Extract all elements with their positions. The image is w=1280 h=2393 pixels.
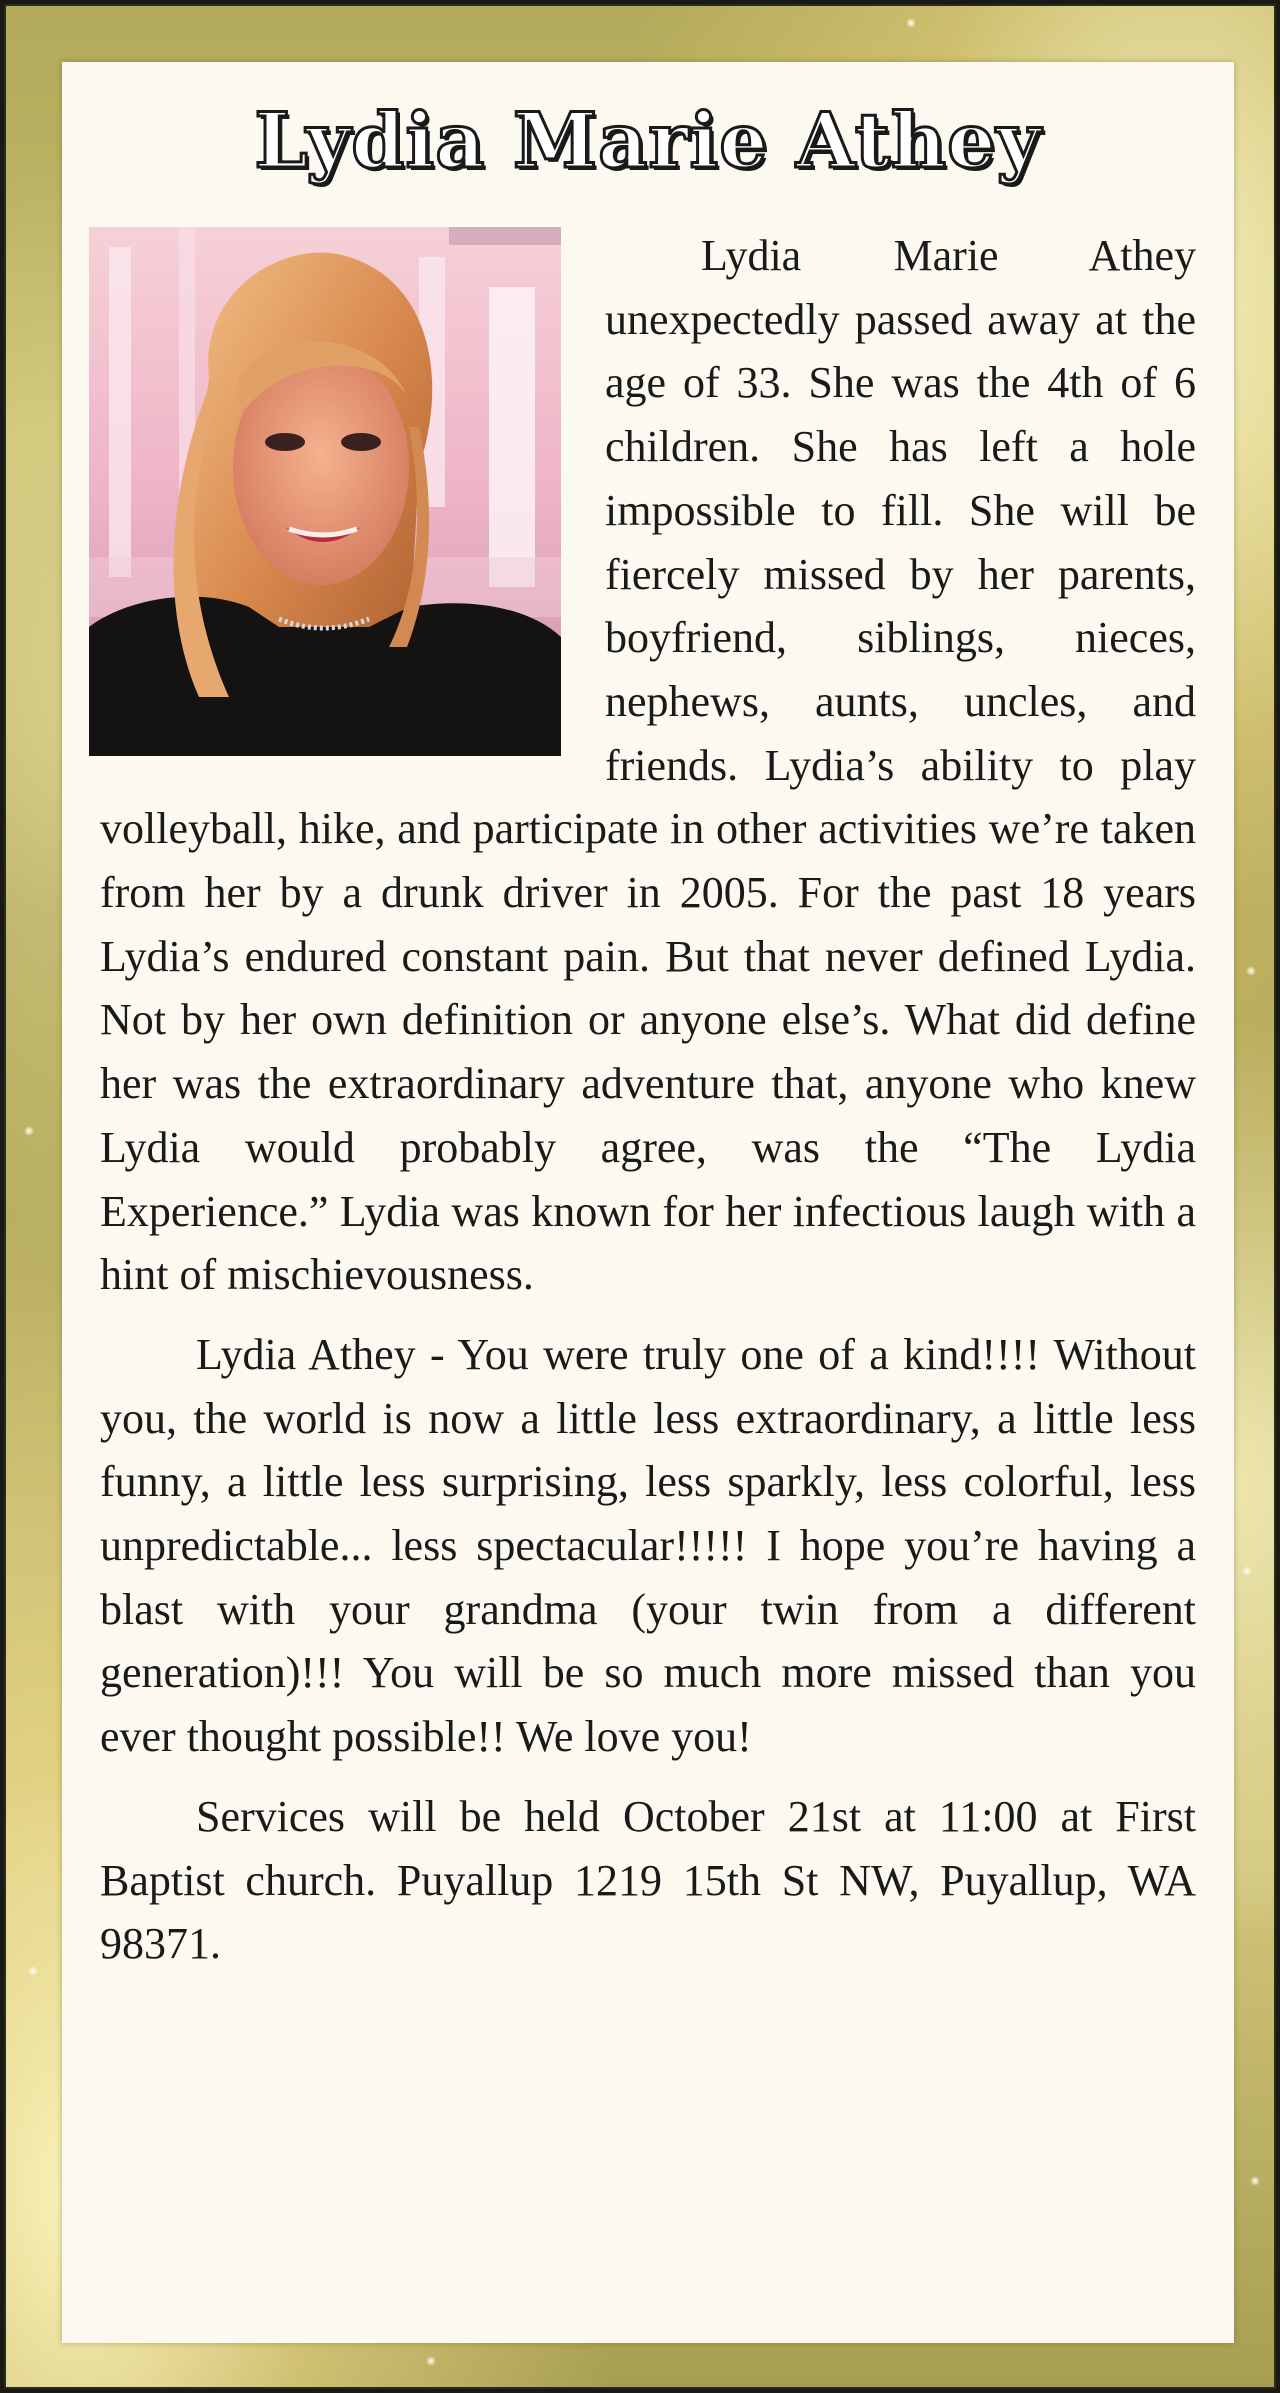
- sparkle-decoration: [1242, 1566, 1252, 1576]
- sparkle-decoration: [1246, 966, 1256, 976]
- sparkle-decoration: [24, 1126, 34, 1136]
- sparkle-decoration: [1250, 2176, 1260, 2186]
- obituary-body: [100, 224, 1196, 1976]
- obituary-paragraph-3: Services will be held October 21st at 11:00 at First Baptist church. Puyallup 1219 15th St NW, Puyallup, WA 98371.: [100, 1791, 1196, 1969]
- obituary-title: Lydia Marie Athey: [254, 96, 1042, 185]
- sparkle-decoration: [906, 18, 916, 28]
- photo-spacer: [100, 224, 605, 796]
- obituary-panel: [62, 62, 1234, 2343]
- obituary-paragraph-1: Lydia Marie Athey unexpectedly passed away at the age of 33. She was the 4th of 6 children. She has left a hole impossible to fill. She will be fiercely missed by her parents, boyfriend, siblings, nieces, nephews, aunts, uncles, and friends. Lydia’s ability to play volleyball, hike, and participate in other activities we’re taken from her by a drunk driver in 2005. For the past 18 years Lydia’s endured constant pain. But that never defined Lydia. Not by her own definition or anyone else’s. What did define her was the extraordinary adventure that, anyone who knew Lydia would probably agree, was the “The Lydia Experience.” Lydia was known for her infectious laugh with a hint of mischievousness.: [100, 231, 1196, 1300]
- gold-frame-background: [4, 4, 1276, 2389]
- sparkle-decoration: [28, 1966, 38, 1976]
- obituary-paragraph-2: Lydia Athey - You were truly one of a kind!!!! Without you, the world is now a little less extraordinary, a little less funny, a little less surprising, less sparkly, less colorful, less unpredictable... less spectacular!!!!! I hope you’re having a blast with your grandma (your twin from a different generation)!!! You will be so much more missed than you ever thought possible!! We love you!: [100, 1329, 1196, 1762]
- sparkle-decoration: [426, 2356, 436, 2366]
